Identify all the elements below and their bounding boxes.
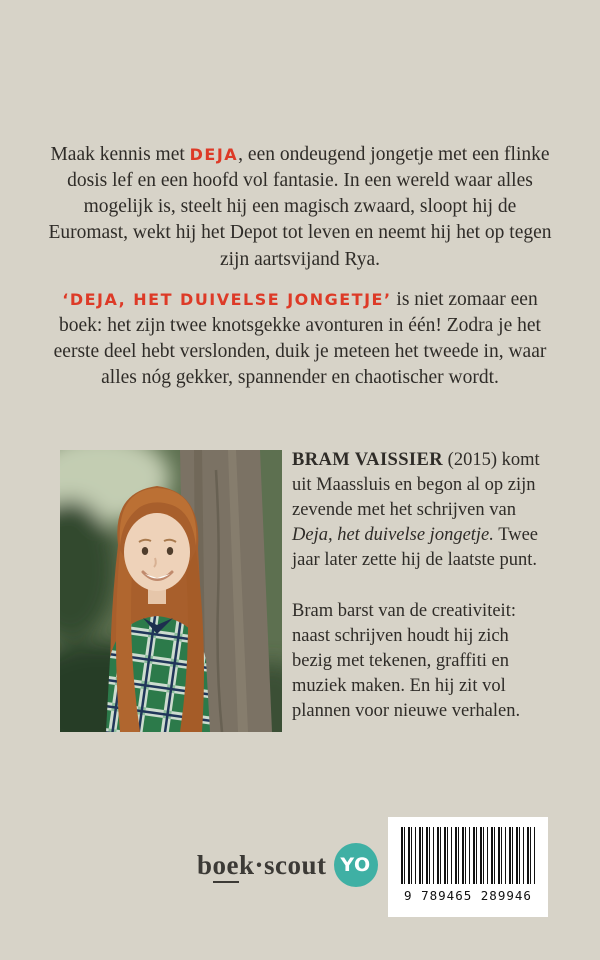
intro-text-pre: Maak kennis met [50, 144, 190, 165]
logo-part-kscout: k·scout [239, 849, 327, 880]
publisher-logo [197, 843, 378, 887]
book-title-highlight: ‘DEJA, HET DUIVELSE JONGETJE’ [62, 290, 392, 309]
book-title-italic: Deja, het duivelse jongetje. [292, 524, 494, 545]
author-bio-paragraph-2: Bram barst van de creativiteit: naast schrijven houdt hij zich bezig met tekenen, graffiti en muziek maken. En hij zit vol plannen voor nieuwe verhalen. [292, 600, 521, 721]
author-name: BRAM VAISSIER [292, 450, 444, 470]
blurb-text: is niet zomaar een boek: het zijn twee knotsgekke avonturen in één! Zodra je het eerste deel hebt verslonden, duik je meteen het tweede in, waar alles nóg gekker, spannender en chaotischer wordt. [53, 289, 547, 389]
logo-part-oe-underlined: oe [213, 850, 239, 883]
character-name-highlight: DEJA [189, 145, 239, 164]
barcode [388, 817, 548, 917]
publisher-badge-yo: YO [334, 843, 378, 887]
intro-text-post: , een ondeugend jongetje met een flinke dosis lef en een hoofd vol fantasie. In een wereld waar alles mogelijk is, steelt hij een magisch zwaard, sloopt hij de Euromast, wekt hij het Depot tot leven en neemt hij het op tegen zijn aartsvijand Rya. [48, 144, 552, 270]
author-bio-block [292, 448, 550, 724]
author-photo-illustration [60, 450, 282, 732]
publisher-logo-text [197, 850, 327, 881]
author-photo [60, 450, 282, 732]
blurb-paragraph [45, 287, 555, 392]
barcode-number: 9 789465 289946 [404, 888, 532, 903]
author-bio-text: komt uit Maassluis en begon al op zijn zevende met het schrijven van [292, 450, 540, 520]
author-bio-paragraph [292, 448, 550, 573]
barcode-bars [401, 827, 535, 884]
author-bio-text-post: Twee jaar later zette hij de laatste punt. [292, 524, 538, 570]
author-year: (2015) [447, 450, 497, 470]
intro-paragraph [45, 142, 555, 273]
logo-part-b: b [197, 849, 213, 880]
